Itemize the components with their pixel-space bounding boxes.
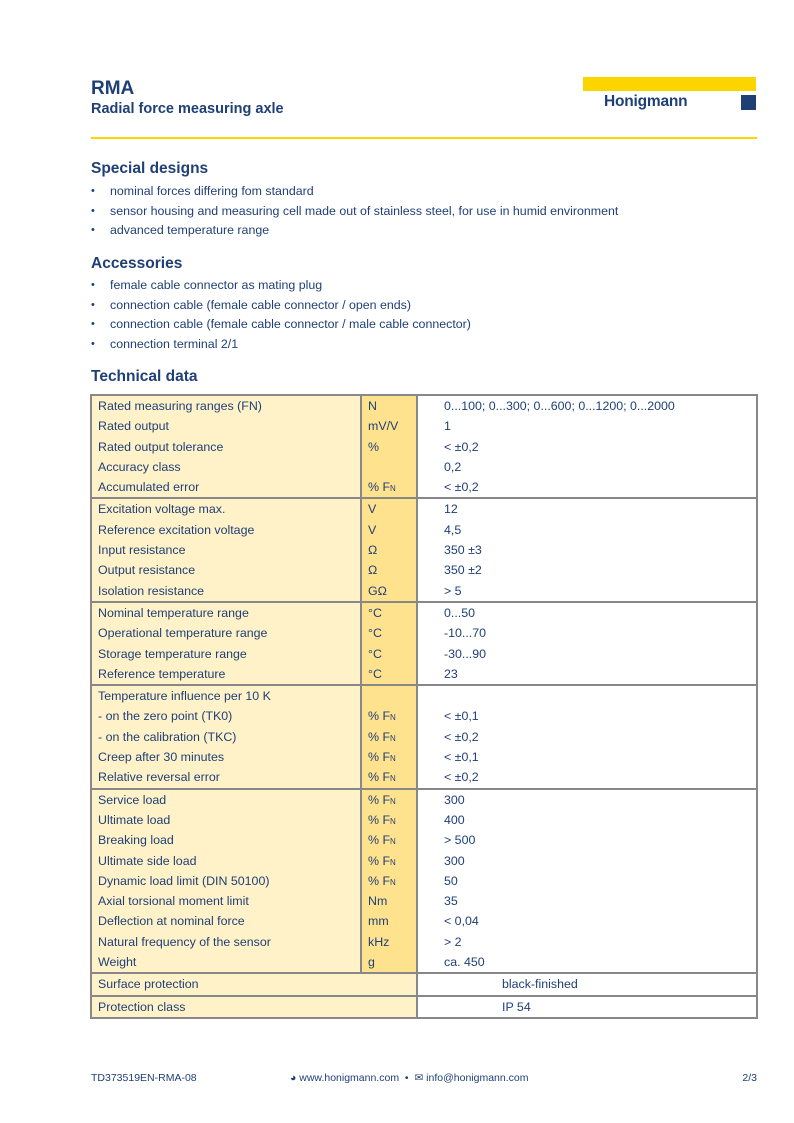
parameter-name: Surface protection	[92, 974, 418, 994]
parameter-unit	[360, 686, 418, 706]
unit-text: % F	[368, 792, 391, 807]
parameter-value: 0...50	[418, 603, 756, 623]
parameter-name: Temperature influence per 10 K	[92, 686, 360, 706]
unit-text: % F	[368, 729, 391, 744]
parameter-unit	[360, 581, 418, 601]
unit-subscript: N	[390, 713, 396, 723]
table-row	[92, 706, 756, 726]
table-group	[92, 788, 756, 973]
footer-doc-id: TD373519EN-RMA-08	[91, 1072, 197, 1084]
parameter-unit	[360, 477, 418, 497]
table-row	[92, 686, 756, 706]
page-subtitle: Radial force measuring axle	[91, 101, 284, 117]
parameter-name: Rated output tolerance	[92, 437, 360, 457]
unit-text: Ω	[368, 543, 378, 558]
table-row	[92, 664, 756, 684]
table-row	[92, 891, 756, 911]
technical-data-heading: Technical data	[91, 368, 198, 385]
table-row	[92, 830, 756, 850]
unit-text: GΩ	[368, 583, 387, 598]
table-row	[92, 974, 756, 994]
table-row	[92, 790, 756, 810]
parameter-unit	[360, 396, 418, 416]
parameter-unit	[360, 437, 418, 457]
parameter-name: Accuracy class	[92, 457, 360, 477]
table-row	[92, 851, 756, 871]
unit-subscript: N	[390, 837, 396, 847]
parameter-value: 0,2	[418, 457, 756, 477]
unit-text: % F	[368, 873, 391, 888]
unit-text: V	[368, 522, 377, 537]
parameter-name: Deflection at nominal force	[92, 911, 360, 931]
unit-text: mV/V	[368, 419, 399, 434]
table-row	[92, 477, 756, 497]
parameter-unit	[360, 747, 418, 767]
parameter-value: < ±0,2	[418, 477, 756, 497]
table-group	[92, 396, 756, 497]
parameter-unit	[360, 790, 418, 810]
parameter-name: Excitation voltage max.	[92, 499, 360, 519]
parameter-value: 50	[418, 871, 756, 891]
parameter-unit	[360, 830, 418, 850]
list-item: • connection cable (female cable connector / open ends)	[91, 296, 471, 316]
email-link[interactable]: info@honigmann.com	[426, 1072, 529, 1084]
footer-separator: •	[404, 1072, 409, 1084]
parameter-unit	[360, 520, 418, 540]
unit-text: % F	[368, 770, 391, 785]
parameter-value: 300	[418, 851, 756, 871]
special-designs-list	[91, 182, 618, 241]
parameter-name: Natural frequency of the sensor	[92, 932, 360, 952]
table-row	[92, 499, 756, 519]
parameter-unit	[360, 871, 418, 891]
unit-text: V	[368, 502, 377, 517]
parameter-unit	[360, 457, 418, 477]
website-link[interactable]: www.honigmann.com	[299, 1072, 400, 1084]
table-row	[92, 520, 756, 540]
table-row	[92, 932, 756, 952]
parameter-value: > 500	[418, 830, 756, 850]
parameter-value: -30...90	[418, 644, 756, 664]
unit-text: mm	[368, 914, 389, 929]
table-row	[92, 871, 756, 891]
parameter-name: - on the zero point (TK0)	[92, 706, 360, 726]
parameter-unit	[360, 932, 418, 952]
parameter-unit	[360, 810, 418, 830]
unit-text: °C	[368, 626, 382, 641]
parameter-value: < ±0,2	[418, 437, 756, 457]
parameter-unit	[360, 416, 418, 436]
table-row	[92, 911, 756, 931]
table-row	[92, 952, 756, 972]
unit-text: °C	[368, 646, 382, 661]
page-number: 2/3	[742, 1072, 757, 1084]
globe-icon: ◕	[290, 1072, 297, 1084]
unit-subscript: N	[390, 857, 396, 867]
parameter-name: Weight	[92, 952, 360, 972]
table-row	[92, 396, 756, 416]
parameter-name: Service load	[92, 790, 360, 810]
accessories-heading: Accessories	[91, 255, 183, 272]
parameter-value: 400	[418, 810, 756, 830]
list-item: • female cable connector as mating plug	[91, 276, 471, 296]
parameter-name: Isolation resistance	[92, 581, 360, 601]
parameter-unit	[360, 911, 418, 931]
parameter-name: Ultimate load	[92, 810, 360, 830]
special-designs-heading: Special designs	[91, 160, 209, 177]
unit-text: kHz	[368, 934, 390, 949]
list-item: • connection terminal 2/1	[91, 335, 471, 355]
parameter-unit	[360, 560, 418, 580]
header-rule	[91, 137, 757, 139]
parameter-name: Reference temperature	[92, 664, 360, 684]
parameter-value: ca. 450	[418, 952, 756, 972]
table-row	[92, 997, 756, 1017]
unit-text: Ω	[368, 563, 378, 578]
parameter-value: > 5	[418, 581, 756, 601]
accessories-list	[91, 276, 471, 354]
parameter-name: - on the calibration (TKC)	[92, 727, 360, 747]
footer-contact	[290, 1072, 528, 1084]
unit-text: °C	[368, 666, 382, 681]
parameter-name: Axial torsional moment limit	[92, 891, 360, 911]
parameter-value: < ±0,1	[418, 747, 756, 767]
unit-text: Nm	[368, 894, 388, 909]
unit-subscript: N	[390, 877, 396, 887]
table-row	[92, 437, 756, 457]
parameter-value	[418, 686, 756, 706]
parameter-name: Input resistance	[92, 540, 360, 560]
table-row	[92, 457, 756, 477]
parameter-unit	[360, 540, 418, 560]
table-row	[92, 540, 756, 560]
table-row	[92, 747, 756, 767]
parameter-value: 4,5	[418, 520, 756, 540]
parameter-value: 1	[418, 416, 756, 436]
table-group	[92, 972, 756, 994]
list-item: • nominal forces differing fom standard	[91, 182, 618, 202]
parameter-value: 0...100; 0...300; 0...600; 0...1200; 0...2000	[418, 396, 756, 416]
unit-subscript: N	[390, 754, 396, 764]
parameter-value: black-finished	[418, 974, 756, 994]
parameter-name: Nominal temperature range	[92, 603, 360, 623]
unit-text: g	[368, 955, 375, 970]
parameter-name: Creep after 30 minutes	[92, 747, 360, 767]
parameter-name: Storage temperature range	[92, 644, 360, 664]
unit-text: °C	[368, 605, 382, 620]
parameter-unit	[360, 952, 418, 972]
unit-text: %	[368, 439, 380, 454]
parameter-name: Protection class	[92, 997, 418, 1017]
list-item: • connection cable (female cable connector / male cable connector)	[91, 315, 471, 335]
table-group	[92, 684, 756, 787]
technical-data-table	[90, 394, 758, 1019]
parameter-name: Relative reversal error	[92, 767, 360, 787]
parameter-value: 350 ±2	[418, 560, 756, 580]
table-row	[92, 560, 756, 580]
table-row	[92, 416, 756, 436]
parameter-name: Ultimate side load	[92, 851, 360, 871]
table-row	[92, 644, 756, 664]
parameter-value: > 2	[418, 932, 756, 952]
unit-subscript: N	[390, 484, 396, 494]
parameter-name: Rated measuring ranges (FN)	[92, 396, 360, 416]
parameter-name: Breaking load	[92, 830, 360, 850]
unit-text: % F	[368, 833, 391, 848]
table-group	[92, 601, 756, 684]
parameter-unit	[360, 851, 418, 871]
parameter-value: < 0,04	[418, 911, 756, 931]
parameter-name: Dynamic load limit (DIN 50100)	[92, 871, 360, 891]
table-row	[92, 623, 756, 643]
logo-square	[741, 95, 756, 110]
parameter-value: 350 ±3	[418, 540, 756, 560]
parameter-name: Operational temperature range	[92, 623, 360, 643]
table-row	[92, 603, 756, 623]
parameter-unit	[360, 706, 418, 726]
table-row	[92, 581, 756, 601]
parameter-unit	[360, 891, 418, 911]
unit-text: % F	[368, 853, 391, 868]
parameter-value: 35	[418, 891, 756, 911]
parameter-name: Output resistance	[92, 560, 360, 580]
parameter-name: Rated output	[92, 416, 360, 436]
list-item: • sensor housing and measuring cell made out of stainless steel, for use in humid environment	[91, 202, 618, 222]
unit-subscript: N	[390, 796, 396, 806]
table-row	[92, 767, 756, 787]
logo-bar	[583, 77, 756, 91]
table-row	[92, 727, 756, 747]
table-group	[92, 497, 756, 600]
parameter-value: -10...70	[418, 623, 756, 643]
mail-icon: ✉	[414, 1072, 424, 1084]
parameter-unit	[360, 664, 418, 684]
parameter-value: 300	[418, 790, 756, 810]
parameter-unit	[360, 767, 418, 787]
parameter-unit	[360, 499, 418, 519]
parameter-name: Accumulated error	[92, 477, 360, 497]
parameter-unit	[360, 603, 418, 623]
unit-subscript: N	[390, 816, 396, 826]
parameter-value: < ±0,2	[418, 767, 756, 787]
unit-subscript: N	[390, 733, 396, 743]
parameter-value: < ±0,1	[418, 706, 756, 726]
table-row	[92, 810, 756, 830]
parameter-value: 12	[418, 499, 756, 519]
parameter-value: < ±0,2	[418, 727, 756, 747]
unit-text: % F	[368, 709, 391, 724]
parameter-unit	[360, 644, 418, 664]
table-group	[92, 995, 756, 1017]
parameter-value: IP 54	[418, 997, 756, 1017]
logo-text: Honigmann	[604, 93, 688, 110]
unit-text: % F	[368, 750, 391, 765]
unit-subscript: N	[390, 774, 396, 784]
unit-text: N	[368, 399, 377, 413]
parameter-value: 23	[418, 664, 756, 684]
parameter-name: Reference excitation voltage	[92, 520, 360, 540]
parameter-unit	[360, 623, 418, 643]
unit-text: % F	[368, 812, 391, 827]
parameter-unit	[360, 727, 418, 747]
list-item: • advanced temperature range	[91, 221, 618, 241]
unit-text: % F	[368, 480, 391, 495]
page-title: RMA	[91, 78, 135, 99]
